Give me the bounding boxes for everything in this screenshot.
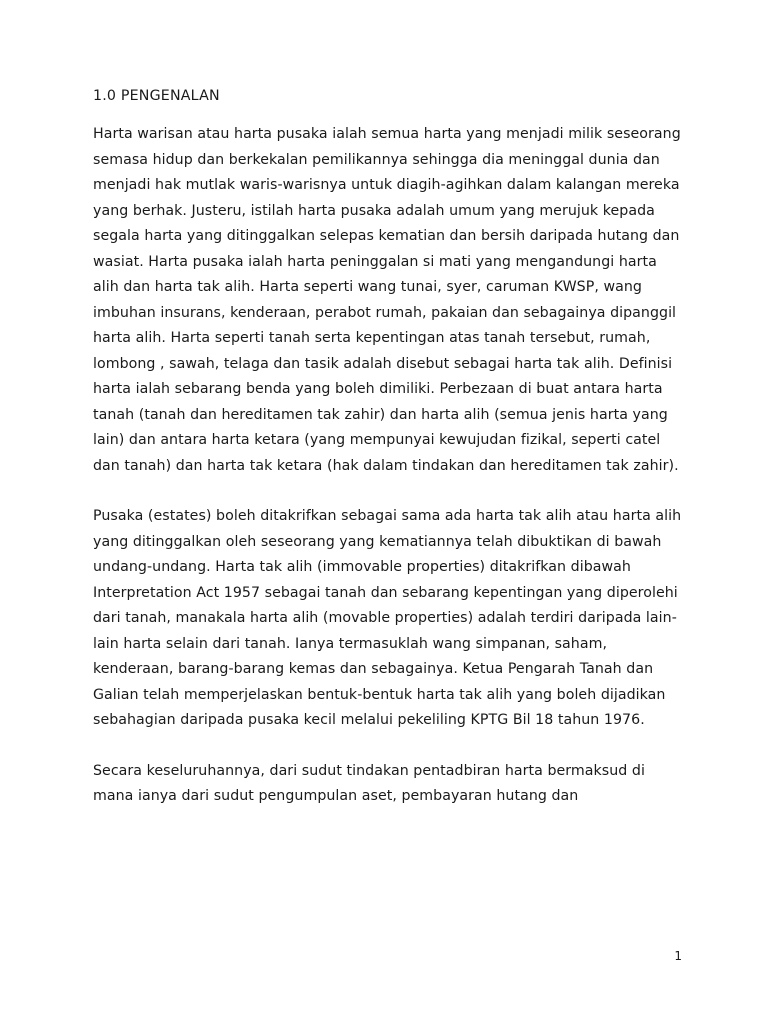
section-heading: 1.0 PENGENALAN [93,88,220,104]
page-number: 1 [674,949,682,963]
paragraph-pusaka-estates: Pusaka (estates) boleh ditakrifkan sebagai sama ada harta tak alih atau harta alih yang ditinggalkan oleh seseorang yang kematiannya telah dibuktikan di bawah undang-undang. Harta tak alih (immovable properties) ditakrifkan dibawah Interpretation Act 1957 sebagai tanah dan sebarang kepentingan yang diperolehi dari tanah, manakala harta alih (movable properties) adalah terdiri daripada lain-lain harta selain dari tanah. Ianya termasuklah wang simpanan, saham, kenderaan, barang-barang kemas dan sebagainya. Ketua Pengarah Tanah dan Galian telah memperjelaskan bentuk-bentuk harta tak alih yang boleh dijadikan sebahagian daripada pusaka kecil melalui pekeliling KPTG Bil 18 tahun 1976. [93,508,682,728]
paragraph-harta-warisan: Harta warisan atau harta pusaka ialah semua harta yang menjadi milik seseorang semasa hidup dan berkekalan pemilikannya sehingga dia meninggal dunia dan menjadi hak mutlak waris-warisnya untuk diagih-agihkan dalam kalangan mereka yang berhak. Justeru, istilah harta pusaka adalah umum yang merujuk kepada segala harta yang ditinggalkan selepas kematian dan bersih daripada hutang dan wasiat. Harta pusaka ialah harta peninggalan si mati yang mengandungi harta alih dan harta tak alih. Harta seperti wang tunai, syer, caruman KWSP, wang imbuhan insurans, kenderaan, perabot rumah, pakaian dan sebagainya dipanggil harta alih. Harta seperti tanah serta kepentingan atas tanah tersebut, rumah, lombong , sawah, telaga dan tasik adalah disebut sebagai harta tak alih. Definisi harta ialah sebarang benda yang boleh dimiliki. Perbezaan di buat antara harta tanah (tanah dan hereditamen tak zahir) dan harta alih (semua jenis harta yang lain) dan antara harta ketara (yang mempunyai kewujudan fizikal, seperti catel dan tanah) dan harta tak ketara (hak dalam tindakan dan hereditamen tak zahir). [93,126,681,474]
document-body [93,86,683,835]
paragraph-keseluruhannya: Secara keseluruhannya, dari sudut tindakan pentadbiran harta bermaksud di mana ianya dari sudut pengumpulan aset, pembayaran hutang dan [93,762,645,804]
